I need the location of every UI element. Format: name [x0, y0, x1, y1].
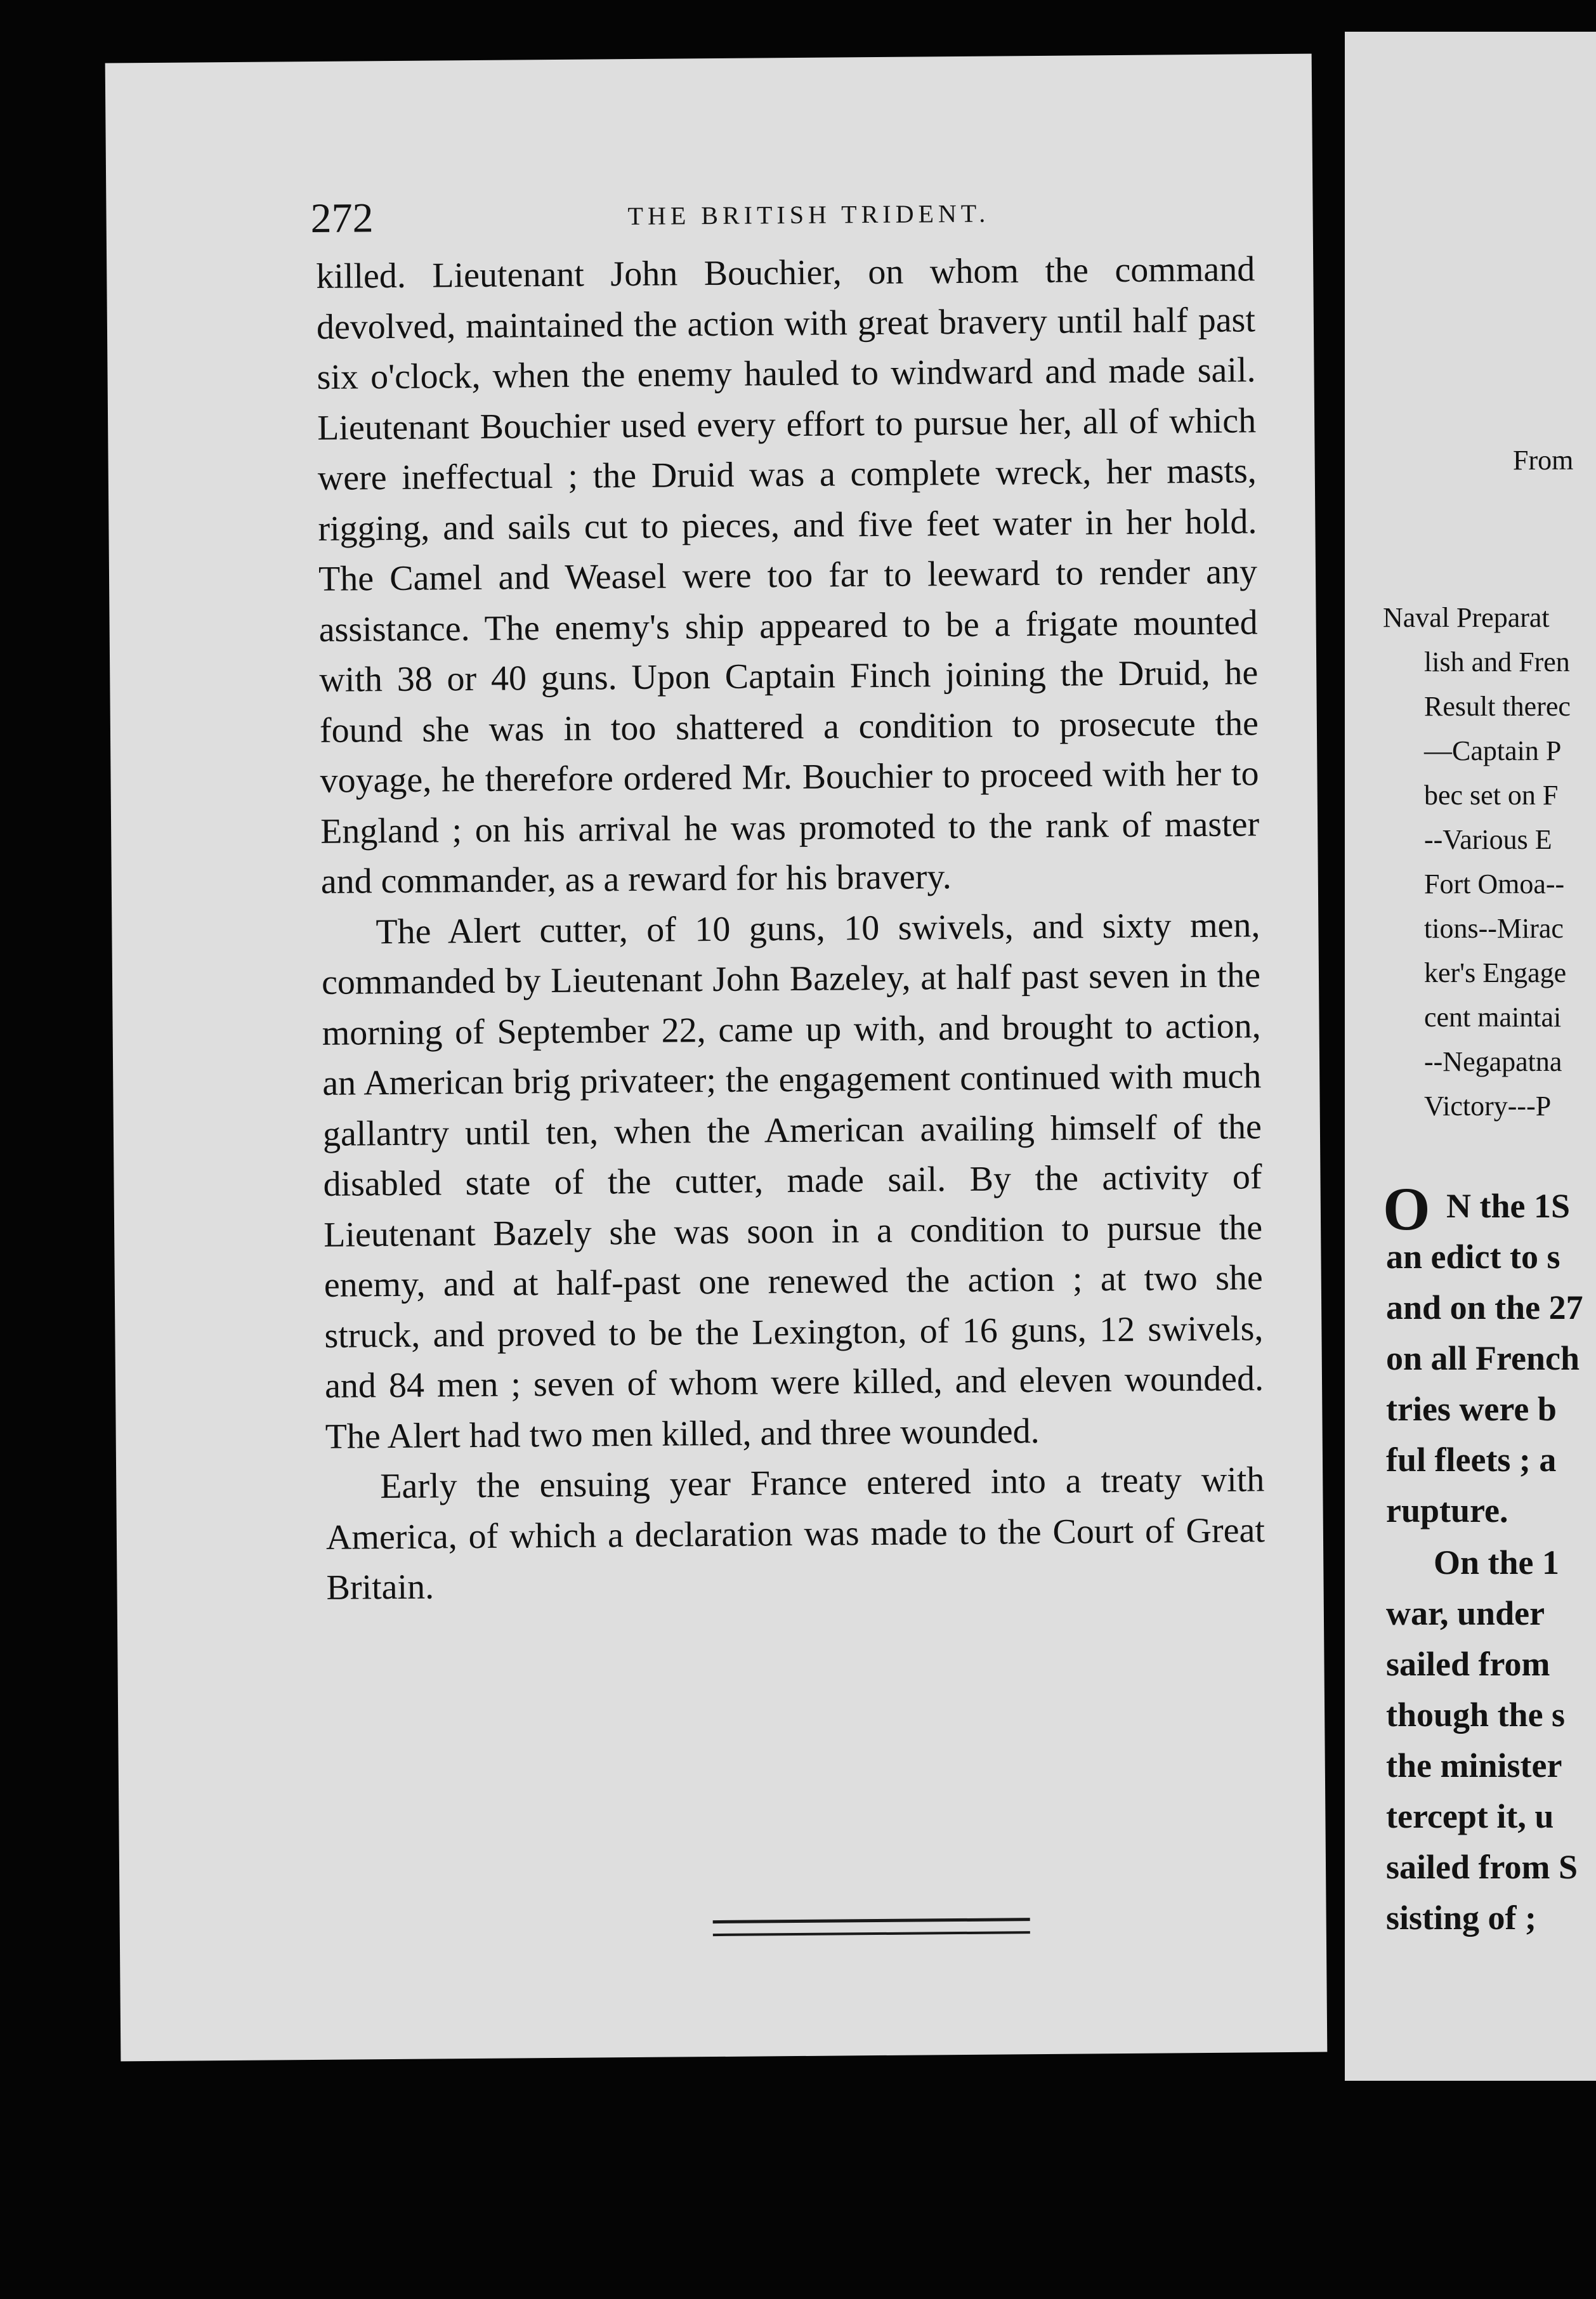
toc-line: bec set on F — [1424, 780, 1559, 811]
toc-line: Result therec — [1424, 691, 1571, 722]
text-line: On the 1 — [1434, 1543, 1560, 1582]
toc-line: --Negapatna — [1424, 1046, 1562, 1077]
text-line: tercept it, u — [1386, 1797, 1554, 1835]
toc-line: lish and Fren — [1424, 646, 1570, 678]
text-line: sailed from S — [1386, 1848, 1578, 1886]
text-line: N the 1S — [1446, 1187, 1571, 1225]
text-line: rupture. — [1386, 1491, 1508, 1529]
page-header — [310, 187, 1325, 242]
drop-cap: O — [1383, 1175, 1430, 1243]
toc-line: --Various E — [1424, 824, 1552, 855]
toc-line: Victory---P — [1424, 1091, 1552, 1122]
body-text — [316, 244, 1266, 1613]
text-line: though the s — [1386, 1696, 1566, 1734]
page-number: 272 — [310, 195, 374, 242]
toc-line: cent maintai — [1424, 1002, 1562, 1033]
section-divider — [713, 1918, 1030, 1936]
text-line: war, under — [1386, 1594, 1545, 1632]
text-line: sisting of ; — [1386, 1899, 1537, 1937]
text-line: ful fleets ; a — [1386, 1441, 1557, 1479]
running-title: THE BRITISH TRIDENT. — [627, 199, 990, 231]
from-label: From — [1513, 445, 1574, 476]
right-page — [1345, 32, 1596, 2081]
toc-line: ker's Engage — [1424, 957, 1567, 988]
left-page — [105, 54, 1328, 2062]
text-line: an edict to s — [1386, 1238, 1560, 1276]
paragraph-3: Early the ensuing year France entered into a treaty with America, of which a declaration was made to the Court of Great Britain. — [325, 1460, 1266, 1608]
text-line: on all French — [1386, 1339, 1580, 1377]
text-line: the minister — [1386, 1746, 1562, 1785]
toc-line: —Captain P — [1424, 735, 1562, 766]
toc-line: Naval Preparat — [1383, 602, 1550, 633]
paragraph-2: The Alert cutter, of 10 guns, 10 swivels, and sixty men, commanded by Lieutenant John Bazeley, at half past seven in the morning of September 22, came up with, and brought to action, an American brig privateer; the engagement continued with much gallantry until ten, when the American availing himself of the disabled state of the cutter, made sail. By the activity of Lieutenant Bazely she was soon in a condition to pursue the enemy, and at half-past one renewed the action ; at two she struck, and proved to be the Lexington, of 16 guns, 12 swivels, and 84 men ; seven of whom were killed, and eleven wounded. The Alert had two men killed, and three wounded. — [321, 905, 1264, 1457]
paragraph-1: killed. Lieutenant John Bouchier, on whom the command devolved, maintained the action with great bravery until half past six o'clock, when the enemy hauled to windward and made sail. Lieutenant Bouchier used every effort to pursue her, all of which were ineffectual ; the Druid was a complete wreck, her masts, rigging, and sails cut to pieces, and five feet water in her hold. The Camel and Weasel were too far to leeward to render any assistance. The enemy's ship appeared to be a frigate mounted with 38 or 40 guns. Upon Captain Finch joining the Druid, he found she was in too shattered a condition to prosecute the voyage, he therefore ordered Mr. Bouchier to proceed with her to England ; on his arrival he was promoted to the rank of master and commander, as a reward for his bravery. — [316, 249, 1260, 901]
text-line: and on the 27 — [1386, 1288, 1583, 1326]
toc-line: Fort Omoa-- — [1424, 868, 1565, 900]
toc-line: tions--Mirac — [1424, 913, 1564, 944]
text-line: sailed from — [1386, 1645, 1550, 1683]
text-line: tries were b — [1386, 1390, 1557, 1428]
